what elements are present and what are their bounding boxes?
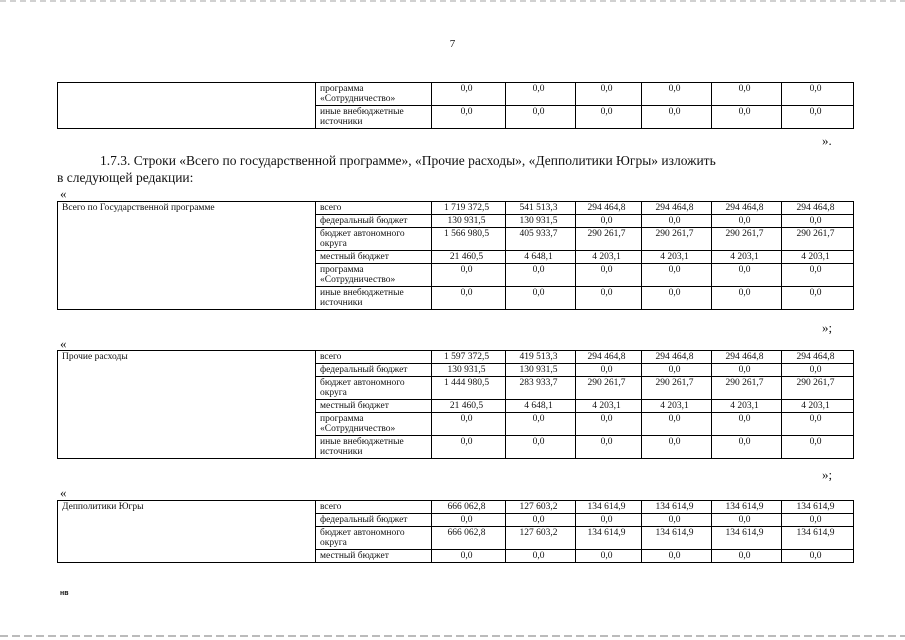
funding-source-label: местный бюджет bbox=[316, 251, 432, 264]
amount-cell: 134 614,9 bbox=[642, 527, 712, 550]
amount-cell: 1 444 980,5 bbox=[432, 377, 506, 400]
amount-cell: 1 566 980,5 bbox=[432, 228, 506, 251]
table-row bbox=[58, 351, 854, 364]
amount-cell: 0,0 bbox=[506, 264, 576, 287]
amount-cell: 0,0 bbox=[576, 83, 642, 106]
amount-cell: 4 203,1 bbox=[782, 400, 854, 413]
amount-cell: 130 931,5 bbox=[432, 215, 506, 228]
table-other-expenses bbox=[57, 350, 854, 459]
amount-cell: 283 933,7 bbox=[506, 377, 576, 400]
amount-cell: 134 614,9 bbox=[712, 501, 782, 514]
row-group-name: Всего по Государственной программе bbox=[58, 202, 316, 310]
amount-cell: 0,0 bbox=[432, 106, 506, 129]
amount-cell: 0,0 bbox=[712, 83, 782, 106]
amount-cell: 0,0 bbox=[642, 215, 712, 228]
amount-cell: 0,0 bbox=[642, 436, 712, 459]
amount-cell: 290 261,7 bbox=[712, 228, 782, 251]
amount-cell: 4 203,1 bbox=[642, 251, 712, 264]
amount-cell: 134 614,9 bbox=[782, 501, 854, 514]
amount-cell: 290 261,7 bbox=[576, 377, 642, 400]
amount-cell: 0,0 bbox=[432, 436, 506, 459]
amount-cell: 0,0 bbox=[576, 436, 642, 459]
amount-cell: 419 513,3 bbox=[506, 351, 576, 364]
scan-edge-bottom bbox=[0, 635, 905, 637]
amount-cell: 21 460,5 bbox=[432, 400, 506, 413]
amount-cell: 294 464,8 bbox=[576, 202, 642, 215]
amount-cell: 0,0 bbox=[782, 287, 854, 310]
footer-code: нв bbox=[60, 590, 69, 597]
table-row bbox=[58, 83, 854, 106]
amount-cell: 0,0 bbox=[642, 364, 712, 377]
amount-cell: 130 931,5 bbox=[506, 364, 576, 377]
funding-source-label: бюджет автономного округа bbox=[316, 228, 432, 251]
paragraph-line-1: 1.7.3. Строки «Всего по государственной программе», «Прочие расходы», «Депполитики Югры» изложить bbox=[100, 153, 716, 168]
amount-cell: 0,0 bbox=[576, 106, 642, 129]
amount-cell: 0,0 bbox=[782, 550, 854, 563]
amount-cell: 290 261,7 bbox=[642, 228, 712, 251]
amount-cell: 0,0 bbox=[432, 514, 506, 527]
amount-cell: 0,0 bbox=[432, 550, 506, 563]
funding-source-label: всего bbox=[316, 202, 432, 215]
amount-cell: 0,0 bbox=[432, 83, 506, 106]
amount-cell: 0,0 bbox=[712, 106, 782, 129]
row-group-name: Депполитики Югры bbox=[58, 501, 316, 563]
close-quote: ». bbox=[822, 133, 832, 148]
amount-cell: 666 062,8 bbox=[432, 501, 506, 514]
amount-cell: 134 614,9 bbox=[576, 501, 642, 514]
funding-source-label: программа «Сотрудничество» bbox=[316, 413, 432, 436]
open-quote: « bbox=[60, 186, 67, 201]
amount-cell: 0,0 bbox=[782, 215, 854, 228]
amount-cell: 290 261,7 bbox=[782, 228, 854, 251]
amount-cell: 127 603,2 bbox=[506, 527, 576, 550]
amount-cell: 290 261,7 bbox=[642, 377, 712, 400]
amount-cell: 134 614,9 bbox=[712, 527, 782, 550]
amount-cell: 0,0 bbox=[782, 83, 854, 106]
amount-cell: 0,0 bbox=[576, 413, 642, 436]
amount-cell: 0,0 bbox=[712, 413, 782, 436]
amount-cell: 294 464,8 bbox=[642, 202, 712, 215]
amount-cell: 0,0 bbox=[506, 514, 576, 527]
amount-cell: 0,0 bbox=[782, 413, 854, 436]
amount-cell: 4 648,1 bbox=[506, 251, 576, 264]
amount-cell: 0,0 bbox=[506, 106, 576, 129]
amount-cell: 294 464,8 bbox=[782, 351, 854, 364]
amount-cell: 0,0 bbox=[432, 413, 506, 436]
amount-cell: 294 464,8 bbox=[712, 351, 782, 364]
amount-cell: 294 464,8 bbox=[642, 351, 712, 364]
amount-cell: 0,0 bbox=[506, 550, 576, 563]
amount-cell: 4 203,1 bbox=[712, 400, 782, 413]
amount-cell: 0,0 bbox=[506, 436, 576, 459]
amount-cell: 0,0 bbox=[642, 413, 712, 436]
open-quote: « bbox=[60, 336, 67, 351]
amount-cell: 0,0 bbox=[576, 364, 642, 377]
table-depp-yugra bbox=[57, 500, 854, 563]
funding-source-label: программа «Сотрудничество» bbox=[316, 264, 432, 287]
amount-cell: 4 203,1 bbox=[576, 400, 642, 413]
amount-cell: 0,0 bbox=[432, 264, 506, 287]
table-top-continuation bbox=[57, 82, 854, 129]
amount-cell: 294 464,8 bbox=[782, 202, 854, 215]
amount-cell: 294 464,8 bbox=[712, 202, 782, 215]
amount-cell: 0,0 bbox=[712, 364, 782, 377]
amount-cell: 4 203,1 bbox=[642, 400, 712, 413]
amount-cell: 0,0 bbox=[782, 106, 854, 129]
amount-cell: 0,0 bbox=[642, 264, 712, 287]
amount-cell: 0,0 bbox=[576, 514, 642, 527]
amount-cell: 0,0 bbox=[642, 83, 712, 106]
funding-source-label: федеральный бюджет bbox=[316, 215, 432, 228]
amount-cell: 130 931,5 bbox=[506, 215, 576, 228]
funding-source-label: местный бюджет bbox=[316, 550, 432, 563]
amount-cell: 0,0 bbox=[712, 514, 782, 527]
amount-cell: 1 597 372,5 bbox=[432, 351, 506, 364]
open-quote: « bbox=[60, 485, 67, 500]
amount-cell: 4 203,1 bbox=[712, 251, 782, 264]
amount-cell: 4 203,1 bbox=[782, 251, 854, 264]
funding-source-label: бюджет автономного округа bbox=[316, 527, 432, 550]
amount-cell: 0,0 bbox=[782, 364, 854, 377]
amount-cell: 0,0 bbox=[506, 287, 576, 310]
funding-source-label: иные внебюджетные источники bbox=[316, 106, 432, 129]
amount-cell: 0,0 bbox=[506, 413, 576, 436]
amount-cell: 0,0 bbox=[782, 264, 854, 287]
amount-cell: 0,0 bbox=[432, 287, 506, 310]
amount-cell: 0,0 bbox=[782, 514, 854, 527]
amount-cell: 0,0 bbox=[642, 550, 712, 563]
funding-source-label: местный бюджет bbox=[316, 400, 432, 413]
amount-cell: 134 614,9 bbox=[782, 527, 854, 550]
funding-source-label: федеральный бюджет bbox=[316, 514, 432, 527]
page-number: 7 bbox=[449, 38, 456, 50]
amount-cell: 0,0 bbox=[712, 436, 782, 459]
amount-cell: 21 460,5 bbox=[432, 251, 506, 264]
amount-cell: 0,0 bbox=[576, 215, 642, 228]
amount-cell: 0,0 bbox=[576, 287, 642, 310]
amount-cell: 127 603,2 bbox=[506, 501, 576, 514]
scan-edge-top bbox=[0, 0, 905, 2]
amount-cell: 405 933,7 bbox=[506, 228, 576, 251]
amount-cell: 294 464,8 bbox=[576, 351, 642, 364]
close-quote: »; bbox=[822, 467, 833, 482]
table-row bbox=[58, 501, 854, 514]
funding-source-label: программа «Сотрудничество» bbox=[316, 83, 432, 106]
amount-cell: 130 931,5 bbox=[432, 364, 506, 377]
amount-cell: 0,0 bbox=[712, 264, 782, 287]
amount-cell: 0,0 bbox=[712, 550, 782, 563]
amount-cell: 0,0 bbox=[712, 287, 782, 310]
amount-cell: 134 614,9 bbox=[576, 527, 642, 550]
amount-cell: 4 203,1 bbox=[576, 251, 642, 264]
funding-source-label: иные внебюджетные источники bbox=[316, 436, 432, 459]
funding-source-label: всего bbox=[316, 501, 432, 514]
paragraph-line-2: в следующей редакции: bbox=[57, 170, 194, 185]
funding-source-label: иные внебюджетные источники bbox=[316, 287, 432, 310]
amount-cell: 4 648,1 bbox=[506, 400, 576, 413]
row-group-name: Прочие расходы bbox=[58, 351, 316, 459]
amount-cell: 0,0 bbox=[782, 436, 854, 459]
amount-cell: 0,0 bbox=[642, 514, 712, 527]
amount-cell: 290 261,7 bbox=[712, 377, 782, 400]
amount-cell: 0,0 bbox=[506, 83, 576, 106]
amount-cell: 666 062,8 bbox=[432, 527, 506, 550]
funding-source-label: всего bbox=[316, 351, 432, 364]
amount-cell: 0,0 bbox=[576, 550, 642, 563]
amount-cell: 290 261,7 bbox=[782, 377, 854, 400]
amount-cell: 0,0 bbox=[642, 106, 712, 129]
amount-cell: 0,0 bbox=[642, 287, 712, 310]
row-group-name bbox=[58, 83, 316, 129]
table-total-program bbox=[57, 201, 854, 310]
table-row bbox=[58, 202, 854, 215]
funding-source-label: бюджет автономного округа bbox=[316, 377, 432, 400]
close-quote: »; bbox=[822, 320, 833, 335]
amount-cell: 134 614,9 bbox=[642, 501, 712, 514]
amount-cell: 0,0 bbox=[576, 264, 642, 287]
amount-cell: 541 513,3 bbox=[506, 202, 576, 215]
amount-cell: 1 719 372,5 bbox=[432, 202, 506, 215]
amount-cell: 290 261,7 bbox=[576, 228, 642, 251]
amount-cell: 0,0 bbox=[712, 215, 782, 228]
funding-source-label: федеральный бюджет bbox=[316, 364, 432, 377]
